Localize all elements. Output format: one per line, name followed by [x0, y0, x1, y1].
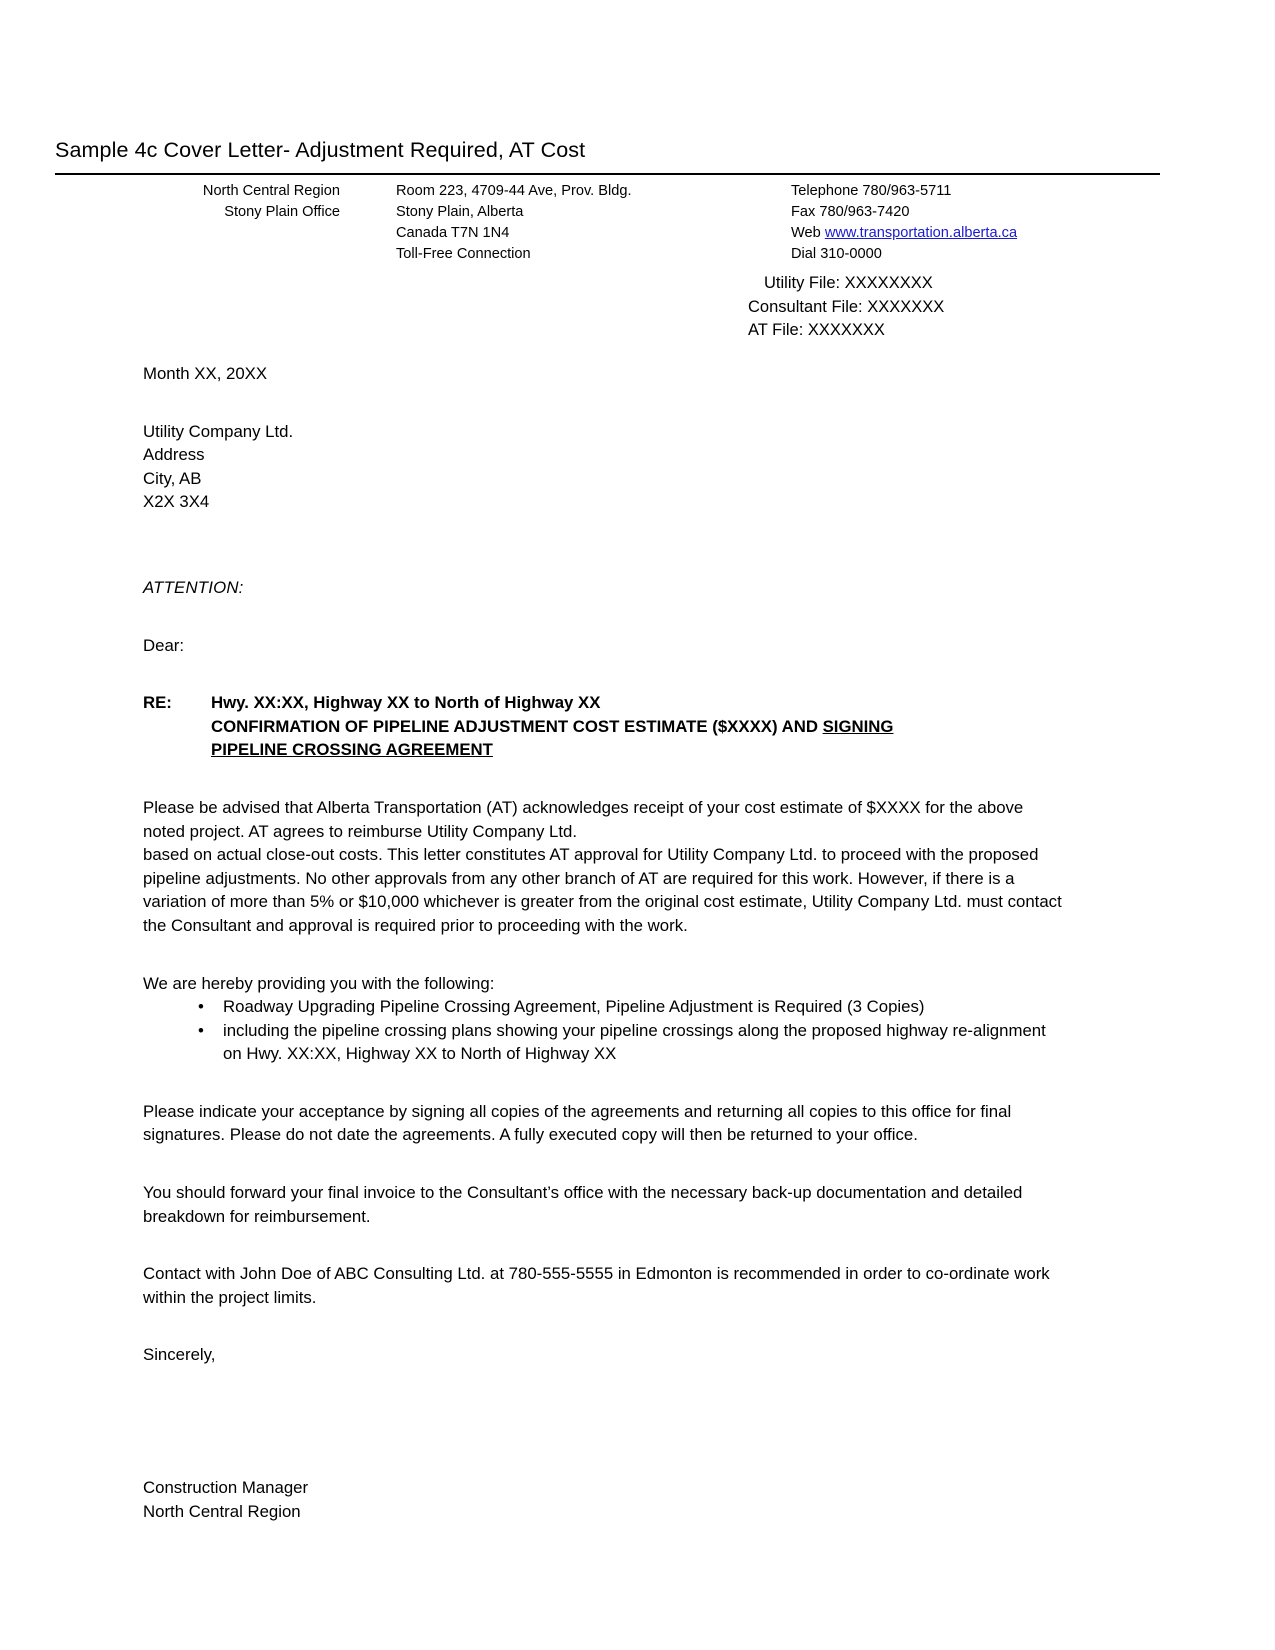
subject-line-2-underlined: SIGNING	[822, 716, 894, 736]
spacer	[143, 1367, 1068, 1429]
letterhead-address-line-1: Room 223, 4709-44 Ave, Prov. Bldg.	[396, 183, 632, 199]
letterhead-address-line-2: Stony Plain, Alberta	[396, 204, 524, 220]
letterhead-web	[791, 223, 1160, 244]
signature-region: North Central Region	[143, 1501, 301, 1521]
subject-line-3-underlined: PIPELINE CROSSING AGREEMENT	[211, 740, 493, 760]
bullet-icon: •	[198, 1020, 204, 1040]
letterhead-address-line-3: Canada T7N 1N4	[396, 225, 510, 241]
utility-file-reference: Utility File: XXXXXXXX	[764, 274, 933, 292]
signature-title: Construction Manager	[143, 1478, 309, 1498]
attention-label: ATTENTION:	[143, 577, 244, 597]
page-title: Sample 4c Cover Letter- Adjustment Required, AT Cost	[55, 138, 586, 162]
spacer	[143, 762, 1068, 796]
spacer	[143, 657, 1068, 691]
spacer	[143, 1147, 1068, 1181]
file-reference-block	[700, 272, 944, 343]
subject-label: RE:	[143, 693, 172, 713]
subject-label-spacer	[143, 715, 211, 739]
subject-line-3	[211, 738, 1068, 762]
paragraph-contact: Contact with John Doe of ABC Consulting Ltd. at 780-555-5555 in Edmonton is recommended in order to co-ordinate work within the project limits.	[143, 1264, 1050, 1307]
paragraph-acceptance: Please indicate your acceptance by signing all copies of the agreements and returning all copies to this office for final signatures. Please do not date the agreements. A fully executed copy will then be returned to your office.	[143, 1101, 1012, 1145]
recipient-city: City, AB	[143, 468, 202, 488]
letterhead-region-line-1: North Central Region	[202, 183, 340, 199]
recipient-postal-code: X2X 3X4	[143, 492, 210, 512]
website-link[interactable]: www.transportation.alberta.ca	[824, 225, 1018, 241]
letter-body	[143, 362, 1068, 1523]
spacer	[143, 938, 1068, 972]
spacer	[143, 1066, 1068, 1100]
providing-intro: We are hereby providing you with the following:	[143, 973, 495, 993]
recipient-address: Address	[143, 445, 205, 465]
spacer	[143, 600, 1068, 634]
bullet-icon: •	[198, 997, 204, 1017]
letterhead-address-line-4: Toll-Free Connection	[396, 246, 531, 262]
recipient-company: Utility Company Ltd.	[143, 421, 294, 441]
subject-line-1: Hwy. XX:XX, Highway XX to North of Highway XX	[211, 693, 601, 713]
list-item-label: Roadway Upgrading Pipeline Crossing Agreement, Pipeline Adjustment is Required (3 Copies)	[223, 997, 925, 1017]
paragraph-acknowledgement-part-1: Please be advised that Alberta Transportation (AT) acknowledges receipt of your cost estimate of $XXXX for the above noted project. AT agrees to reimburse Utility Company Ltd.	[143, 797, 1024, 841]
recipient-address-block	[143, 420, 1068, 514]
letterhead-web-label: Web	[791, 225, 825, 241]
paragraph-acknowledgement	[143, 796, 1068, 938]
spacer	[143, 1228, 1068, 1262]
title-divider	[55, 173, 1160, 175]
letterhead-contact-column	[791, 181, 1160, 265]
letterhead-address-column	[396, 181, 791, 265]
letterhead-fax: Fax 780/963-7420	[791, 204, 910, 220]
subject-line-2	[211, 715, 1068, 739]
paragraph-acknowledgement-part-2: based on actual close-out costs. This letter constitutes AT approval for Utility Company Ltd. to proceed with the proposed pipeline adjustments. No other approvals from any other branch of AT are required for this work. However, if there is a variation of more than 5% or $10,000 whichever is greater from the original cost estimate, Utility Company Ltd. must contact the Consultant and approval is required prior to proceeding with the work.	[143, 845, 1062, 935]
subject-line-2-plain: CONFIRMATION OF PIPELINE ADJUSTMENT COST ESTIMATE ($XXXX) AND	[211, 716, 823, 736]
closing-salutation: Sincerely,	[143, 1345, 216, 1365]
spacer	[143, 514, 1068, 576]
subject-first-row	[143, 691, 1068, 715]
salutation: Dear:	[143, 635, 185, 655]
subject-label-spacer-2	[143, 738, 211, 762]
list-item-label: including the pipeline crossing plans showing your pipeline crossings along the proposed highway re-alignment on Hwy. XX:XX, Highway XX to North of Highway XX	[223, 1020, 1046, 1064]
subject-block	[143, 691, 1068, 762]
list-item	[143, 995, 1068, 1019]
letterhead	[55, 181, 1160, 265]
list-item	[143, 1019, 1068, 1066]
signature-block	[143, 1476, 1068, 1523]
spacer	[143, 1309, 1068, 1343]
letter-date: Month XX, 20XX	[143, 364, 268, 383]
letterhead-dial: Dial 310-0000	[791, 246, 882, 262]
letterhead-region-line-2: Stony Plain Office	[224, 204, 340, 220]
letterhead-region-column	[55, 181, 340, 223]
subject-second-row	[143, 715, 1068, 739]
at-file-reference: AT File: XXXXXXX	[748, 321, 885, 339]
letterhead-telephone: Telephone 780/963-5711	[791, 183, 952, 199]
spacer	[143, 1429, 1068, 1476]
spacer	[143, 386, 1068, 420]
paragraph-invoice: You should forward your final invoice to the Consultant’s office with the necessary back-up documentation and detailed breakdown for reimbursement.	[143, 1183, 1023, 1226]
consultant-file-reference: Consultant File: XXXXXXX	[748, 297, 945, 316]
enclosures-list	[143, 995, 1068, 1066]
subject-third-row	[143, 738, 1068, 762]
